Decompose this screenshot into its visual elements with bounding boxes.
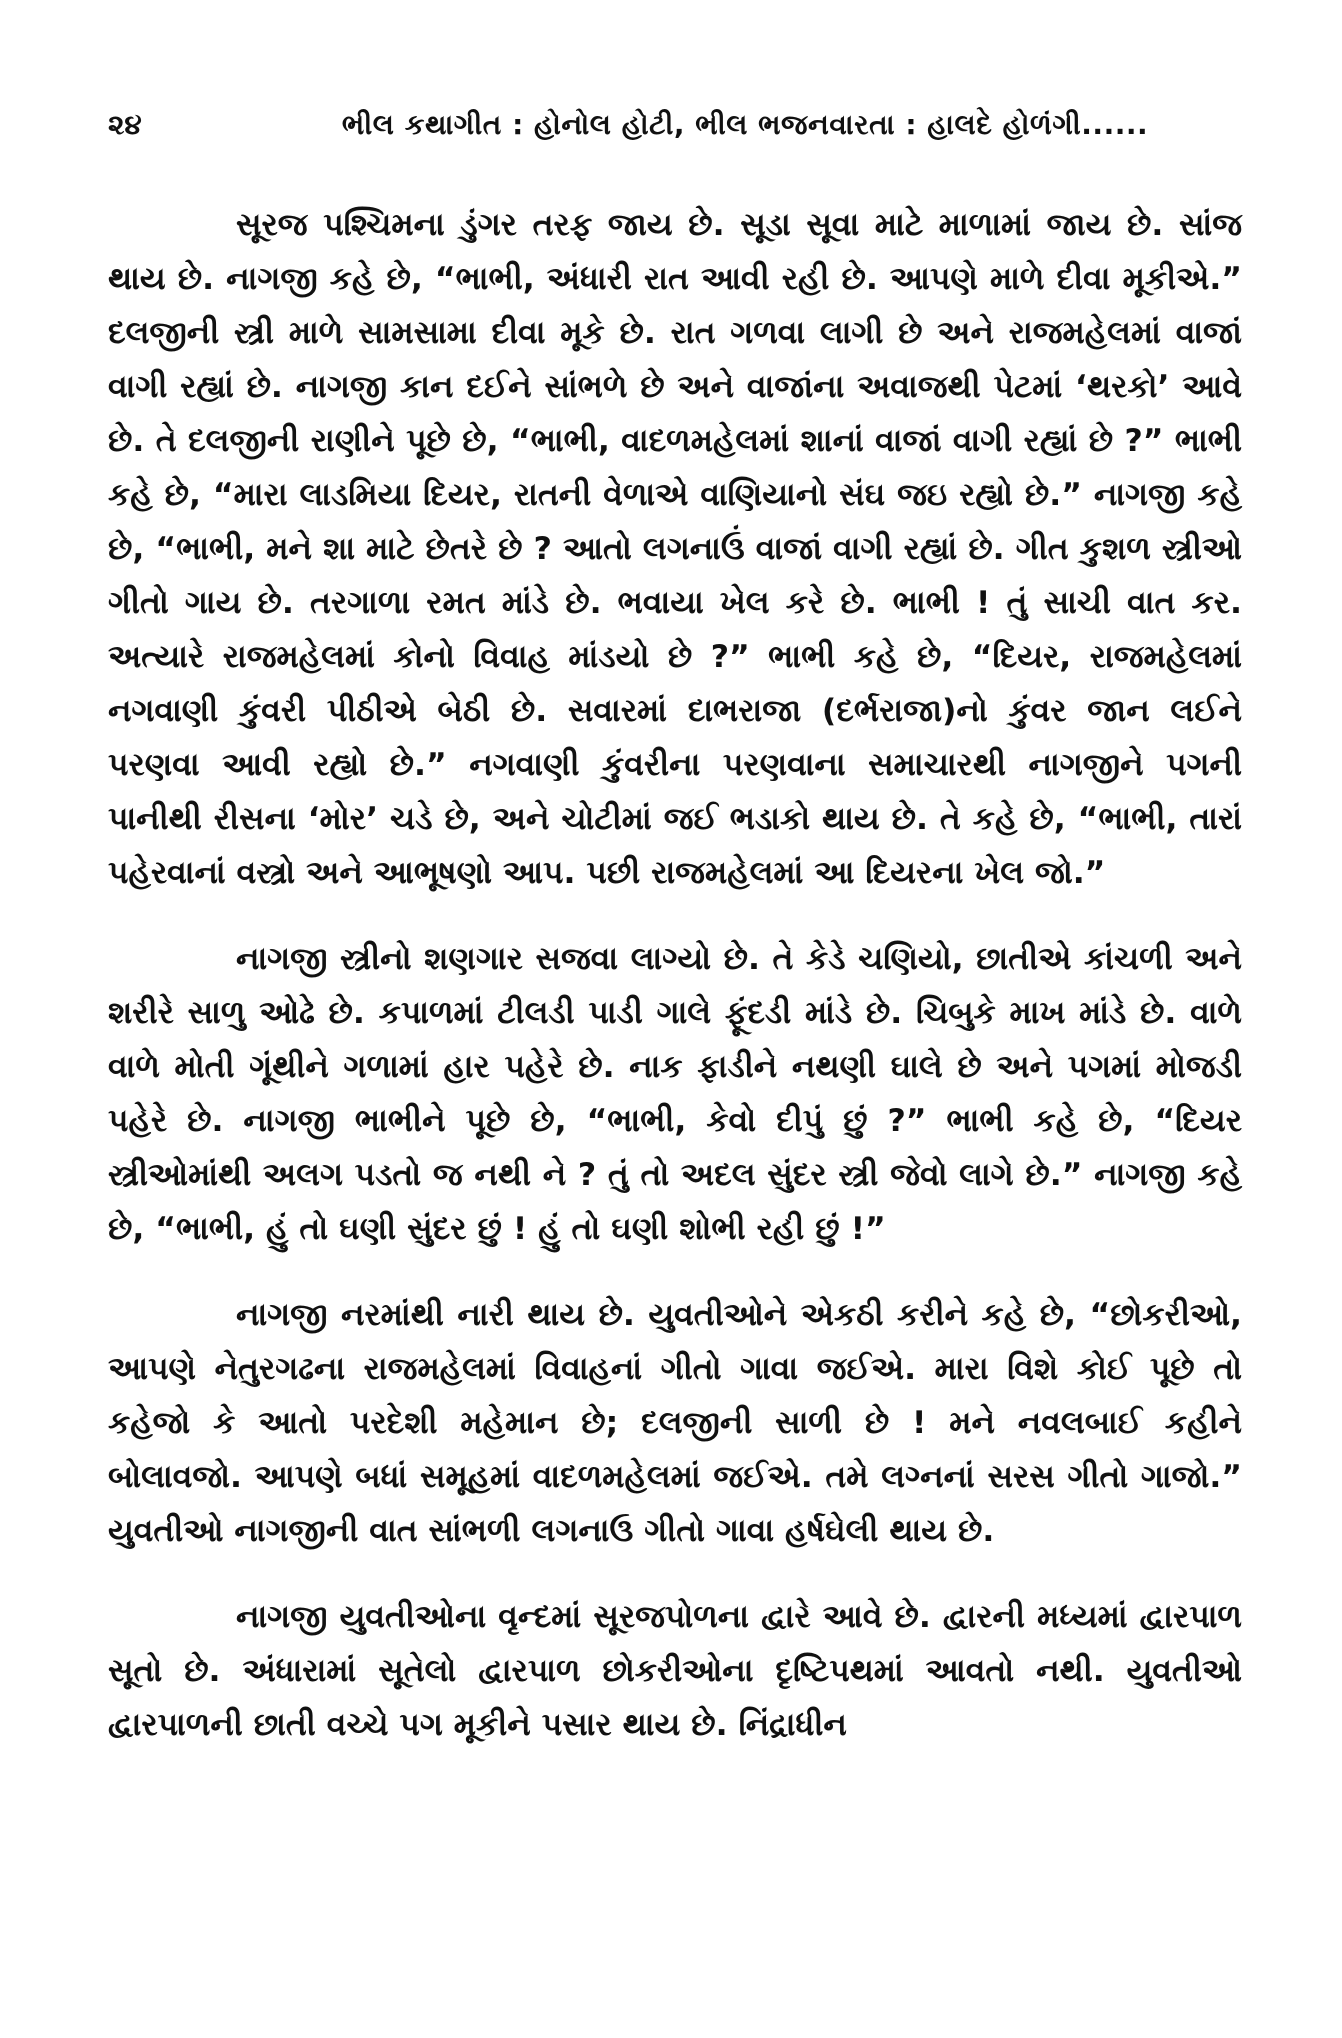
- page-number: ૨૪: [108, 108, 142, 141]
- paragraph-3: નાગજી નરમાંથી નારી થાય છે. યુવતીઓને એકઠી કરીને કહે છે, “છોકરીઓ, આપણે નેતુરગઢના રાજમહેલમાં વિવાહનાં ગીતો ગાવા જઈએ. મારા વિશે કોઈ પૂછે તો કહેજો કે આતો પરદેશી મહેમાન છે; દલજીની સાળી છે ! મને નવલબાઈ કહીને બોલાવજો. આપણે બધાં સમૂહમાં વાદળમહેલમાં જઈએ. તમે લગ્નનાં સરસ ગીતો ગાજો.” યુવતીઓ નાગજીની વાત સાંભળી લગનાઉ ગીતો ગાવા હર્ષઘેલી થાય છે.: [108, 1297, 1242, 1549]
- paragraph-2: નાગજી સ્ત્રીનો શણગાર સજવા લાગ્યો છે. તે કેડે ચણિયો, છાતીએ કાંચળી અને શરીરે સાળુ ઓઢે છે. કપાળમાં ટીલડી પાડી ગાલે ફૂંદડી માંડે છે. ચિબુકે માખ માંડે છે. વાળે વાળે મોતી ગૂંથીને ગળામાં હાર પહેરે છે. નાક ફાડીને નથણી ઘાલે છે અને પગમાં મોજડી પહેરે છે. નાગજી ભાભીને પૂછે છે, “ભાભી, કેવો દીપું છું ?” ભાભી કહે છે, “દિયર સ્ત્રીઓમાંથી અલગ પડતો જ નથી ને ? તું તો અદલ સુંદર સ્ત્રી જેવો લાગે છે.” નાગજી કહે છે, “ભાભી, હું તો ઘણી સુંદર છું ! હું તો ઘણી શોભી રહી છું !”: [108, 941, 1242, 1247]
- page-header: [108, 108, 1242, 160]
- paragraph-4: નાગજી યુવતીઓના વૃન્દમાં સૂરજપોળના દ્વારે આવે છે. દ્વારની મધ્યમાં દ્વારપાળ સૂતો છે. અંધારામાં સૂતેલો દ્વારપાળ છોકરીઓના દૃષ્ટિપથમાં આવતો નથી. યુવતીઓ દ્વારપાળની છાતી વચ્ચે પગ મૂકીને પસાર થાય છે. નિંદ્રાધીન: [108, 1599, 1242, 1743]
- paragraph-1: સૂરજ પશ્ચિમના ડુંગર તરફ જાય છે. સૂડા સૂવા માટે માળામાં જાય છે. સાંજ થાય છે. નાગજી કહે છે, “ભાભી, અંધારી રાત આવી રહી છે. આપણે માળે દીવા મૂકીએ.” દલજીની સ્ત્રી માળે સામસામા દીવા મૂકે છે. રાત ગળવા લાગી છે અને રાજમહેલમાં વાજાં વાગી રહ્યાં છે. નાગજી કાન દઈને સાંભળે છે અને વાજાંના અવાજથી પેટમાં ‘થરકો’ આવે છે. તે દલજીની રાણીને પૂછે છે, “ભાભી, વાદળમહેલમાં શાનાં વાજાં વાગી રહ્યાં છે ?” ભાભી કહે છે, “મારા લાડમિયા દિયર, રાતની વેળાએ વાણિયાનો સંઘ જઇ રહ્યો છે.” નાગજી કહે છે, “ભાભી, મને શા માટે છેતરે છે ? આતો લગનાઉં વાજાં વાગી રહ્યાં છે. ગીત કુશળ સ્ત્રીઓ ગીતો ગાય છે. તરગાળા રમત માંડે છે. ભવાયા ખેલ કરે છે. ભાભી ! તું સાચી વાત કર. અત્યારે રાજમહેલમાં કોનો વિવાહ માંડયો છે ?” ભાભી કહે છે, “દિયર, રાજમહેલમાં નગવાણી કુંવરી પીઠીએ બેઠી છે. સવારમાં દાભરાજા (દર્ભરાજા)નો કુંવર જાન લઈને પરણવા આવી રહ્યો છે.” નગવાણી કુંવરીના પરણવાના સમાચારથી નાગજીને પગની પાનીથી રીસના ‘મોર’ ચડે છે, અને ચોટીમાં જઈ ભડાકો થાય છે. તે કહે છે, “ભાભી, તારાં પહેરવાનાં વસ્ત્રો અને આભૂષણો આપ. પછી રાજમહેલમાં આ દિયરના ખેલ જો.”: [108, 207, 1242, 891]
- running-title: ભીલ કથાગીત : હોનોલ હોટી, ભીલ ભજનવારતા : હાલદે હોળંગી......: [341, 108, 1149, 141]
- body-text: [108, 198, 1242, 1752]
